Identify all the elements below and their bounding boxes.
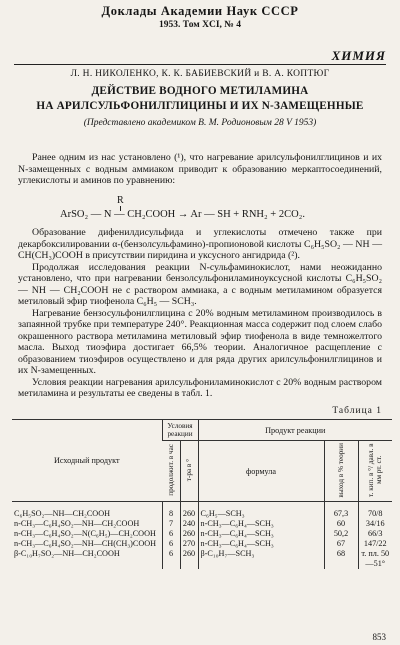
- cell-boiling-point: 147/22: [358, 539, 392, 549]
- cell-temperature: 260: [180, 529, 198, 539]
- reaction-equation: [60, 195, 305, 220]
- cell-yield: 60: [324, 519, 358, 529]
- table-row: [12, 529, 392, 539]
- article-title-line2: НА АРИЛСУЛЬФОНИЛГЛИЦИНЫ И ИХ N-ЗАМЕЩЕННЫЕ: [36, 100, 364, 112]
- cell-boiling-point: 70/8: [358, 502, 392, 520]
- presented-by: (Представлено академиком В. М. Родионовым 28 V 1953): [83, 118, 317, 128]
- journal-issue: 1953. Том XCI, № 4: [159, 20, 241, 30]
- cell-formula: β-C₁₀H₇—SCH₃: [198, 549, 324, 569]
- header-initial-product: Исходный продукт: [12, 420, 162, 502]
- equation-bond-line: [120, 206, 121, 211]
- cell-temperature: 240: [180, 519, 198, 529]
- journal-title: Доклады Академии Наук СССР: [101, 4, 299, 18]
- cell-formula: n-CH₃—C₆H₄—SCH₃: [198, 529, 324, 539]
- table-row: [12, 519, 392, 529]
- cell-duration: 7: [162, 519, 180, 529]
- equation-text: ArSO₂ — N — CH₂COOH → Ar — SH + RNH₂ + 2CO₂.: [60, 209, 305, 220]
- body-paragraphs: [18, 227, 382, 400]
- article-title-line1: ДЕЙСТВИЕ ВОДНОГО МЕТИЛАМИНА: [91, 85, 309, 97]
- section-heading: ХИМИЯ: [331, 48, 386, 63]
- authors: Л. Н. НИКОЛЕНКО, К. К. БАБИЕВСКИЙ и В. А. КОПТЮГ: [70, 69, 330, 79]
- paragraph-text: Продолжая исследования реакции N-сульфаминокислот, нами неожиданно установлено, что при нагревании бензолсульфониламиноуксусной кислоты C₆H₅SO₂ — NH — CH₂COOH не с раствором аммиака, а с водным метиламином образуется метиловый эфир тиофенола C₆H₅ — SCH₃.: [18, 261, 382, 307]
- header-boiling-point: [358, 441, 392, 502]
- table-row: [12, 502, 392, 520]
- header-duration-label: продолжит. в час: [166, 444, 175, 496]
- paragraph-text: Ранее одним из нас установлено (¹), что нагревание арилсульфонилглицинов и их N-замещенных с водным аммиаком приводит к образованию меркаптосоединений, углекислоты и аминов по уравнению:: [18, 152, 382, 186]
- header-boiling-point-label: т. кип. в °/ давл. в мм рт. ст.: [367, 443, 384, 497]
- cell-duration: 6: [162, 539, 180, 549]
- paragraph-text: Образование дифенилдисульфида и углекислоты отмечено также при декарбоксилировании α-(бензолсульфамино)-пропионовой кислоты C₆H₅SO₂ — NH — CH(CH₃)COOH в присутствии пиридина и уксусного ангидрида (²).: [18, 227, 382, 261]
- cell-yield: 67,3: [324, 502, 358, 520]
- header-temperature: [180, 441, 198, 502]
- header-conditions: Условия реакции: [162, 420, 198, 441]
- header-temperature-label: т-ра в °: [185, 458, 193, 482]
- intro-paragraph: [18, 152, 382, 187]
- cell-duration: 6: [162, 549, 180, 569]
- table-row: [12, 549, 392, 569]
- paragraph-text: Условия реакции нагревания арилсульфониламинокислот с 20% водным раствором метиламина и результаты ее сведены в табл. 1.: [18, 376, 382, 399]
- cell-initial: β-C₁₀H₇SO₂—NH—CH₂COOH: [14, 549, 120, 558]
- results-table: [12, 419, 392, 569]
- equation-substituent: R: [117, 195, 124, 206]
- cell-initial: n-CH₃—C₆H₄SO₂—NH—CH(CH₃)COOH: [14, 539, 157, 548]
- cell-duration: 6: [162, 529, 180, 539]
- cell-formula: C₆H₅—SCH₃: [198, 502, 324, 520]
- header-yield: [324, 441, 358, 502]
- cell-yield: 67: [324, 539, 358, 549]
- header-duration: [162, 441, 180, 502]
- cell-temperature: 260: [180, 502, 198, 520]
- paragraph-text: Нагревание бензосульфонилглицина с 20% водным метиламином производилось в запаянной трубке при температуре 240°. Реакционная масса содержит под слоем слабо окрашенного раствора метиламина метиловый эфир тиофенола в виде темножелтого масла. Выход тиоэфира достигает 66,5% теории. Аналогичное расщепление с образованием тиоэфиров осуществлено и для ряда других арилсульфонилглицинов и их N-замещенных.: [18, 307, 382, 376]
- cell-temperature: 270: [180, 539, 198, 549]
- cell-boiling-point: т. пл. 50—51°: [358, 549, 392, 569]
- cell-formula: n-CH₃—C₆H₄—SCH₃: [198, 519, 324, 529]
- header-formula: формула: [198, 441, 324, 502]
- table-caption: Таблица 1: [332, 406, 382, 416]
- cell-initial: n-CH₃—C₆H₄SO₂—N(C₆H₅)—CH₂COOH: [14, 529, 156, 538]
- cell-formula: n-CH₃—C₆H₄—SCH₃: [198, 539, 324, 549]
- header-yield-label: выход в % теории: [337, 442, 345, 498]
- cell-temperature: 260: [180, 549, 198, 569]
- table-row: [12, 539, 392, 549]
- cell-yield: 50,2: [324, 529, 358, 539]
- cell-initial: C₆H₅SO₂—NH—CH₂COOH: [14, 509, 111, 518]
- header-rule: [14, 64, 386, 65]
- cell-initial: n-CH₃—C₆H₄SO₂—NH—CH₂COOH: [14, 519, 140, 528]
- page-number: 853: [372, 632, 386, 642]
- header-product: Продукт реакции: [198, 420, 392, 441]
- cell-boiling-point: 66/3: [358, 529, 392, 539]
- cell-yield: 68: [324, 549, 358, 569]
- cell-boiling-point: 34/16: [358, 519, 392, 529]
- cell-duration: 8: [162, 502, 180, 520]
